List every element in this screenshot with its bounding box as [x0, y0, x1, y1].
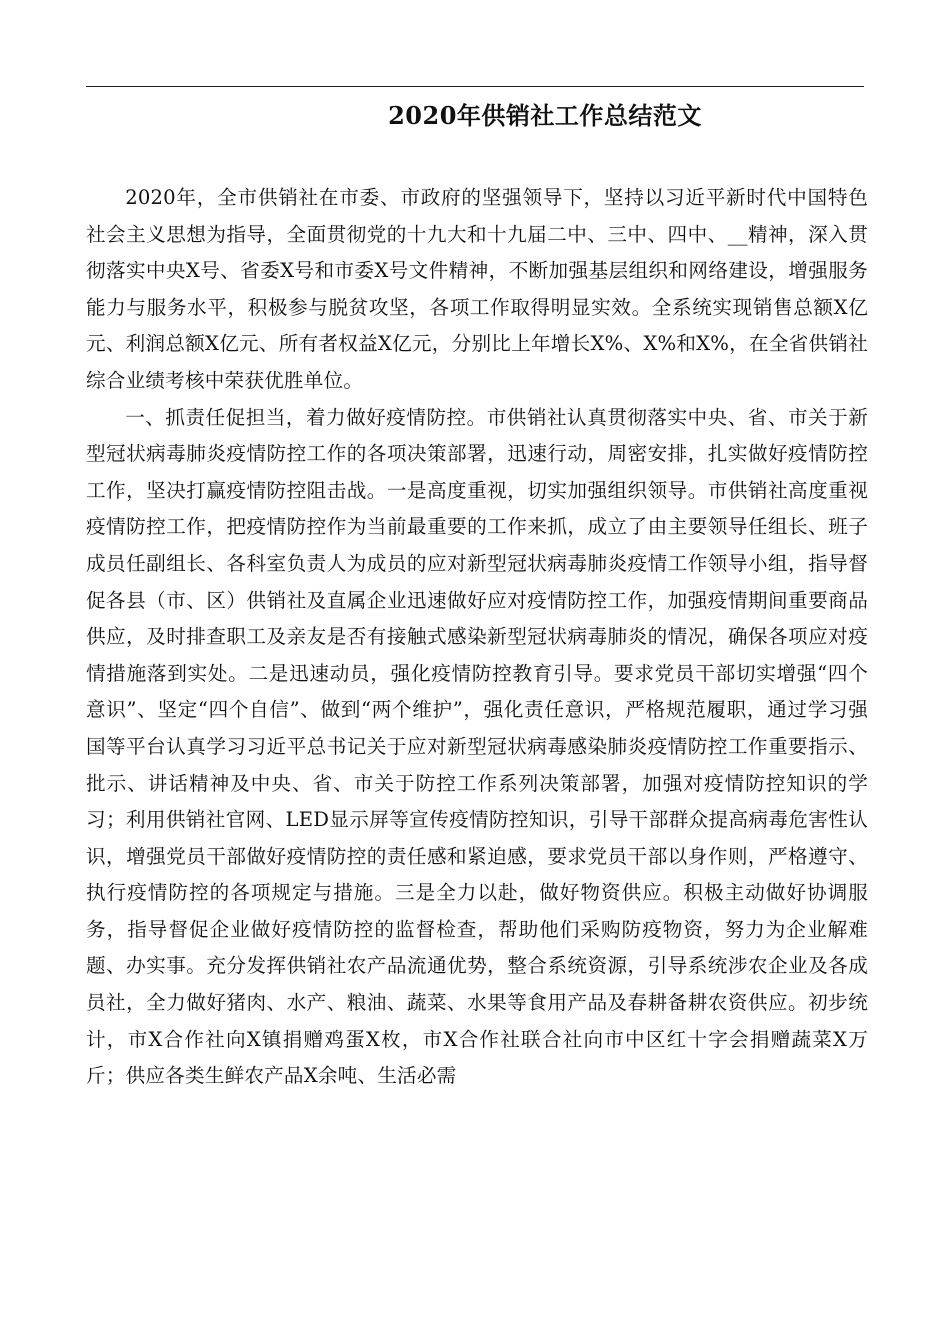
paragraph-intro: 2020年，全市供销社在市委、市政府的坚强领导下，坚持以习近平新时代中国特色社会主义思想为指导，全面贯彻党的十九大和十九届二中、三中、四中、__精神，深入贯彻落实中央X号、省委X号和市委X号文件精神，不断加强基层组织和网络建设，增强服务能力与服务水平，积极参与脱贫攻坚，各项工作取得明显实效。全系统实现销售总额X亿元、利润总额X亿元、所有者权益X亿元，分别比上年增长X%、X%和X%，在全省供销社综合业绩考核中荣获优胜单位。 — [86, 186, 868, 392]
document-body — [86, 180, 868, 1095]
paragraph-section-one: 一、抓责任促担当，着力做好疫情防控。市供销社认真贯彻落实中央、省、市关于新型冠状病毒肺炎疫情防控工作的各项决策部署，迅速行动，周密安排，扎实做好疫情防控工作，坚决打赢疫情防控阻击战。一是高度重视，切实加强组织领导。市供销社高度重视疫情防控工作，把疫情防控作为当前最重要的工作来抓，成立了由主要领导任组长、班子成员任副组长、各科室负责人为成员的应对新型冠状病毒肺炎疫情工作领导小组，指导督促各县（市、区）供销社及直属企业迅速做好应对疫情防控工作，加强疫情期间重要商品供应，及时排查职工及亲友是否有接触式感染新型冠状病毒肺炎的情况，确保各项应对疫情措施落到实处。二是迅速动员，强化疫情防控教育引导。要求党员干部切实增强“四个意识”、坚定“四个自信”、做到“两个维护”，强化责任意识，严格规范履职，通过学习强国等平台认真学习习近平总书记关于应对新型冠状病毒感染肺炎疫情防控工作重要指示、批示、讲话精神及中央、省、市关于防控工作系列决策部署，加强对疫情防控知识的学习；利用供销社官网、LED显示屏等宣传疫情防控知识，引导干部群众提高病毒危害性认识，增强党员干部做好疫情防控的责任感和紧迫感，要求党员干部以身作则，严格遵守、执行疫情防控的各项规定与措施。三是全力以赴，做好物资供应。积极主动做好协调服务，指导督促企业做好疫情防控的监督检查，帮助他们采购防疫物资，努力为企业解难题、办实事。充分发挥供销社农产品流通优势，整合系统资源，引导系统涉农企业及各成员社，全力做好猪肉、水产、粮油、蔬菜、水果等食用产品及春耕备耕农资供应。初步统计，市X合作社向X镇捐赠鸡蛋X枚，市X合作社联合社向市中区红十字会捐赠蔬菜X万斤；供应各类生鲜农产品X余吨、生活必需 — [86, 405, 868, 1088]
header-rule — [86, 86, 864, 87]
document-title: 2020年供销社工作总结范文 — [388, 101, 702, 130]
